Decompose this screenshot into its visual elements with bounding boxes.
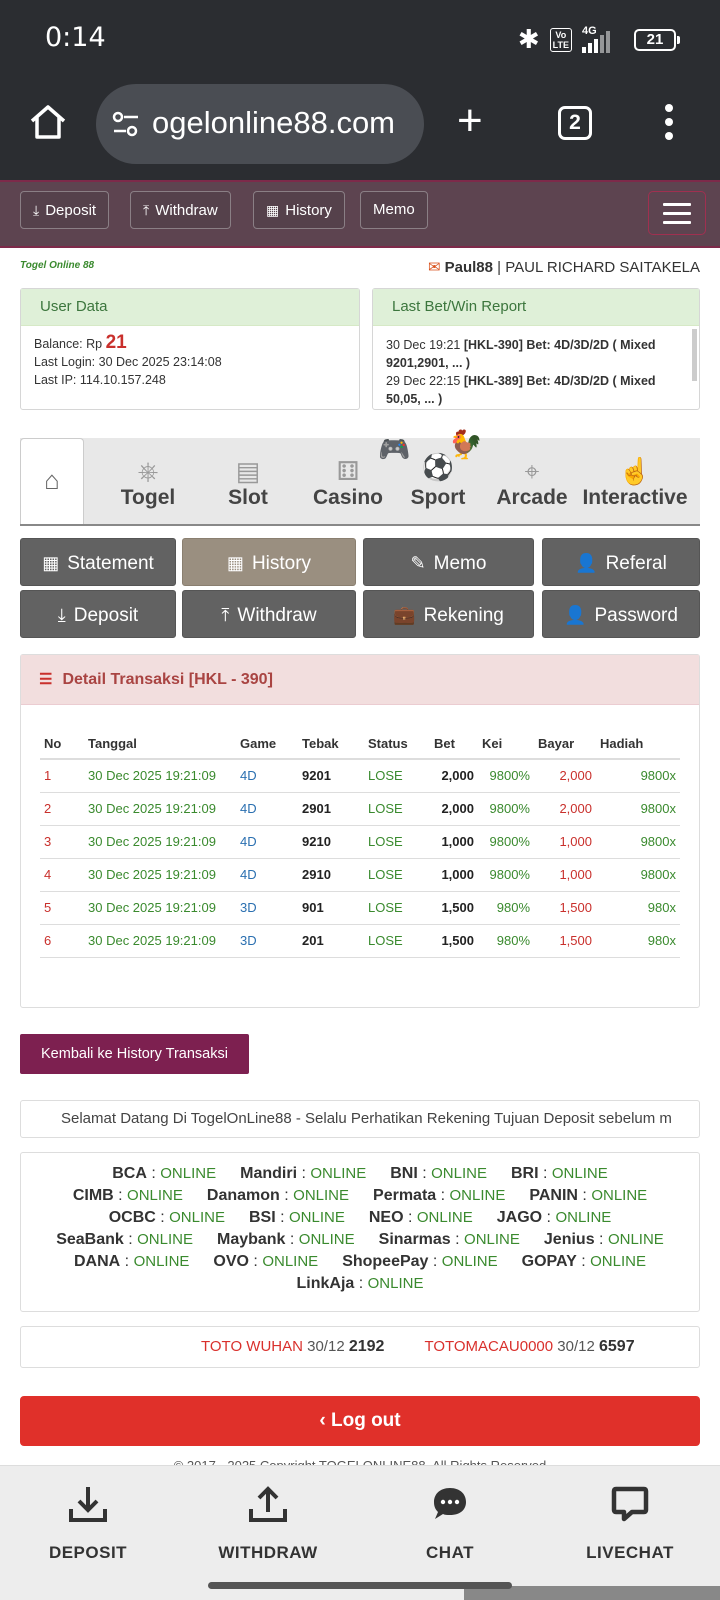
deposit-icon: ⤓: [33, 202, 40, 218]
tab-sport[interactable]: ⚽ 🎮 🐓 Sport: [378, 429, 483, 509]
panel-title: User Data: [21, 289, 359, 326]
upload-icon: [247, 1483, 289, 1525]
bank-status-item: JAGO : ONLINE: [496, 1209, 612, 1226]
bank-status-item: GOPAY : ONLINE: [521, 1253, 646, 1270]
bank-status-item: Permata : ONLINE: [373, 1187, 506, 1204]
panel-title: Last Bet/Win Report: [373, 289, 699, 326]
tab-casino[interactable]: ⚅ Casino: [312, 456, 383, 509]
table-cell: 2,000: [430, 759, 478, 792]
edit-icon: ✎: [410, 553, 426, 573]
home-icon[interactable]: [28, 102, 68, 142]
top-deposit-button[interactable]: ⤓ Deposit: [20, 191, 109, 229]
bank-status-item: SeaBank : ONLINE: [56, 1231, 193, 1248]
table-row: [40, 825, 680, 858]
table-cell: 4D: [236, 759, 298, 792]
deposit-icon: ⤓: [57, 605, 66, 625]
table-cell: 980x: [596, 891, 680, 924]
bank-row: [21, 1163, 699, 1185]
result-item: TOTOMACAU0000 30/12 6597: [424, 1338, 635, 1355]
table-cell: LOSE: [364, 792, 430, 825]
table-cell: 980%: [478, 924, 534, 957]
table-cell: 4D: [236, 825, 298, 858]
hamburger-menu-button[interactable]: [648, 191, 706, 235]
table-cell: 1,000: [430, 825, 478, 858]
history-button[interactable]: ▦ History: [182, 538, 356, 586]
table-row: [40, 891, 680, 924]
bottom-livechat-button[interactable]: LIVECHAT: [550, 1478, 710, 1563]
table-cell: 30 Dec 2025 19:21:09: [84, 858, 236, 891]
calendar-icon: ▦: [42, 553, 60, 573]
table-cell: 201: [298, 924, 364, 957]
table-cell: 1,500: [430, 924, 478, 957]
bottom-withdraw-button[interactable]: WITHDRAW: [188, 1478, 348, 1563]
battery-icon: 21: [634, 29, 676, 51]
last-ip: Last IP: 114.10.157.248: [34, 373, 166, 387]
table-cell: 30 Dec 2025 19:21:09: [84, 825, 236, 858]
list-icon: ☰: [39, 671, 53, 688]
rekening-button[interactable]: 💼 Rekening: [363, 590, 534, 638]
table-cell: 2910: [298, 858, 364, 891]
bank-status-item: ShopeePay : ONLINE: [342, 1253, 498, 1270]
new-tab-icon[interactable]: +: [457, 96, 483, 145]
logout-button[interactable]: ‹ Log out: [20, 1396, 700, 1446]
bank-row: [21, 1273, 699, 1295]
browser-menu-icon[interactable]: [664, 104, 674, 140]
table-cell: 1,500: [534, 924, 596, 957]
table-cell: LOSE: [364, 891, 430, 924]
lottery-results-ticker: [20, 1326, 700, 1368]
tab-togel[interactable]: ⎈ Togel: [120, 456, 176, 509]
crosshair-icon: ⌖: [524, 456, 540, 486]
top-memo-button[interactable]: Memo: [360, 191, 428, 229]
password-button[interactable]: 👤 Password: [542, 590, 700, 638]
gamepad-icon: 🎮: [378, 434, 411, 464]
download-icon: [67, 1483, 109, 1525]
bank-status-item: Mandiri : ONLINE: [240, 1165, 367, 1182]
bottom-deposit-button[interactable]: DEPOSIT: [8, 1478, 168, 1563]
table-cell: 1,000: [534, 825, 596, 858]
mail-icon[interactable]: ✉: [428, 259, 441, 276]
scrollbar[interactable]: [692, 329, 697, 381]
table-cell: 30 Dec 2025 19:21:09: [84, 759, 236, 792]
tab-arcade[interactable]: ⌖ Arcade: [496, 456, 568, 509]
bank-status-item: Maybank : ONLINE: [216, 1231, 355, 1248]
browser-toolbar: [0, 80, 720, 180]
bank-status-item: DANA : ONLINE: [74, 1253, 190, 1270]
table-cell: LOSE: [364, 759, 430, 792]
table-cell: 2,000: [430, 792, 478, 825]
user-info: ✉ Paul88 | PAUL RICHARD SAITAKELA: [428, 259, 700, 276]
table-cell: 3D: [236, 924, 298, 957]
full-name: PAUL RICHARD SAITAKELA: [505, 259, 700, 276]
url-text: ogelonline88.com: [152, 105, 396, 140]
table-cell: LOSE: [364, 825, 430, 858]
table-row: [40, 858, 680, 891]
soccer-ball-icon: ⚽: [421, 452, 455, 482]
table-cell: 6: [40, 924, 84, 957]
announcement-marquee: Selamat Datang Di TogelOnLine88 - Selalu Perhatikan Rekening Tujuan Deposit sebelum m: [20, 1100, 700, 1138]
result-item: TOTO WUHAN 30/12 2192: [201, 1338, 385, 1355]
bank-status-item: OVO : ONLINE: [213, 1253, 319, 1270]
table-cell: 9800%: [478, 858, 534, 891]
col-hadiah: Hadiah: [596, 729, 680, 759]
report-item[interactable]: 29 Dec 22:15 [HKL-389] Bet: 4D/3D/2D ( Mixed 50,05, ... ): [386, 374, 656, 406]
bottom-chat-button[interactable]: CHAT: [370, 1478, 530, 1563]
table-cell: 3: [40, 825, 84, 858]
top-withdraw-button[interactable]: ⤒ Withdraw: [130, 191, 231, 229]
bottom-nav: [0, 1465, 720, 1600]
table-cell: 1,500: [534, 891, 596, 924]
col-status: Status: [364, 729, 430, 759]
calendar-icon: ▦: [266, 202, 280, 218]
statement-button[interactable]: ▦ Statement: [20, 538, 176, 586]
table-header-row: [40, 729, 680, 759]
table-cell: 30 Dec 2025 19:21:09: [84, 792, 236, 825]
col-kei: Kei: [478, 729, 534, 759]
table-cell: 4D: [236, 792, 298, 825]
table-cell: 30 Dec 2025 19:21:09: [84, 924, 236, 957]
table-cell: 9800x: [596, 858, 680, 891]
table-row: [40, 924, 680, 957]
top-history-button[interactable]: ▦ History: [253, 191, 345, 229]
table-row: [40, 792, 680, 825]
table-cell: 9800x: [596, 759, 680, 792]
panel-title: ☰ Detail Transaksi [HKL - 390]: [21, 655, 699, 705]
user-icon: 👤: [564, 605, 587, 625]
bank-row: [21, 1229, 699, 1251]
table-cell: 9210: [298, 825, 364, 858]
chat-bubble-icon: [430, 1484, 470, 1524]
gesture-bar[interactable]: [208, 1582, 512, 1589]
table-cell: LOSE: [364, 924, 430, 957]
table-cell: 9800x: [596, 792, 680, 825]
user-icon: 👤: [575, 553, 598, 573]
table-cell: 30 Dec 2025 19:21:09: [84, 891, 236, 924]
bank-status-item: LinkAja : ONLINE: [296, 1275, 424, 1292]
referal-button[interactable]: 👤 Referal: [542, 538, 700, 586]
col-tebak: Tebak: [298, 729, 364, 759]
table-cell: 2901: [298, 792, 364, 825]
table-cell: 4D: [236, 858, 298, 891]
col-bet: Bet: [430, 729, 478, 759]
dice-icon: ⚅: [336, 456, 360, 486]
table-cell: 9800%: [478, 825, 534, 858]
table-cell: 980%: [478, 891, 534, 924]
table-cell: 4: [40, 858, 84, 891]
back-to-history-button[interactable]: Kembali ke History Transaksi: [20, 1034, 249, 1074]
bank-status-item: Danamon : ONLINE: [206, 1187, 350, 1204]
table-cell: 980x: [596, 924, 680, 957]
table-cell: 1,500: [430, 891, 478, 924]
col-no: No: [40, 729, 84, 759]
balance: Balance: Rp 21: [34, 332, 127, 353]
table-cell: 9800x: [596, 825, 680, 858]
table-cell: 9800%: [478, 792, 534, 825]
table-cell: 901: [298, 891, 364, 924]
bank-status-item: NEO : ONLINE: [368, 1209, 473, 1226]
briefcase-star-icon: 💼: [393, 605, 416, 625]
deposit-button[interactable]: ⤓ Deposit: [20, 590, 176, 638]
table-cell: 9800%: [478, 759, 534, 792]
tab-slot[interactable]: ▤ Slot: [228, 456, 268, 509]
table-cell: 2,000: [534, 759, 596, 792]
report-item[interactable]: 30 Dec 19:21 [HKL-390] Bet: 4D/3D/2D ( Mixed 9201,2901, ... ): [386, 338, 656, 370]
tab-switcher-button[interactable]: 2: [558, 106, 592, 140]
clock: 0:14: [45, 22, 106, 53]
last-login: Last Login: 30 Dec 2025 23:14:08: [34, 355, 222, 369]
user-data-panel: [20, 288, 360, 410]
table-cell: 2: [40, 792, 84, 825]
bank-status-item: OCBC : ONLINE: [108, 1209, 225, 1226]
bank-status-item: CIMB : ONLINE: [72, 1187, 183, 1204]
table-cell: 5: [40, 891, 84, 924]
bank-status-item: BCA : ONLINE: [112, 1165, 217, 1182]
bank-status-item: BNI : ONLINE: [390, 1165, 487, 1182]
withdraw-icon: ⤒: [221, 605, 230, 625]
last-bet-report-panel: [372, 288, 700, 410]
bank-status-item: BRI : ONLINE: [510, 1165, 608, 1182]
lottery-icon: ⎈: [137, 456, 159, 486]
calendar-icon: ▦: [226, 553, 244, 573]
table-cell: 2,000: [534, 792, 596, 825]
table-cell: LOSE: [364, 858, 430, 891]
transaction-table: [40, 729, 680, 958]
table-cell: 9201: [298, 759, 364, 792]
slot-machine-icon: ▤: [235, 456, 261, 486]
memo-button[interactable]: ✎ Memo: [363, 538, 534, 586]
rooster-icon: 🐓: [448, 429, 483, 460]
livechat-icon: [610, 1484, 650, 1524]
address-bar[interactable]: [96, 84, 424, 164]
withdraw-button[interactable]: ⤒ Withdraw: [182, 590, 356, 638]
bank-status-panel: [20, 1152, 700, 1312]
col-tanggal: Tanggal: [84, 729, 236, 759]
chevron-left-icon: ‹: [319, 1410, 331, 1431]
transaction-detail-panel: [20, 654, 700, 1008]
copyright-text: [0, 1457, 720, 1465]
table-cell: 1,000: [430, 858, 478, 891]
bank-status-item: BSI : ONLINE: [249, 1209, 345, 1226]
table-cell: 3D: [236, 891, 298, 924]
volte-icon: Vo LTE: [550, 28, 572, 52]
tab-home[interactable]: [20, 438, 84, 524]
table-row: [40, 759, 680, 792]
bank-row: [21, 1251, 699, 1273]
table-cell: 1: [40, 759, 84, 792]
signal-icon: 4G: [582, 27, 624, 53]
bank-row: [21, 1207, 699, 1229]
tab-interactive[interactable]: ☝ Interactive: [582, 456, 688, 509]
col-game: Game: [236, 729, 298, 759]
bank-status-item: PANIN : ONLINE: [529, 1187, 648, 1204]
site-logo[interactable]: Togel Online 88: [20, 260, 95, 271]
col-bayar: Bayar: [534, 729, 596, 759]
game-category-tabs: [20, 429, 700, 526]
bank-row: [21, 1185, 699, 1207]
username: Paul88: [444, 259, 493, 276]
pointer-hand-icon: ☝: [618, 456, 652, 486]
bluetooth-icon: ✱: [517, 24, 540, 54]
status-bar: [0, 0, 720, 80]
site-top-nav: [0, 180, 720, 248]
site-settings-icon[interactable]: [110, 108, 142, 140]
bank-status-item: Sinarmas : ONLINE: [378, 1231, 520, 1248]
table-cell: 1,000: [534, 858, 596, 891]
bank-status-item: Jenius : ONLINE: [543, 1231, 664, 1248]
home-icon: ⌂: [44, 465, 60, 495]
withdraw-icon: ⤒: [143, 202, 150, 218]
